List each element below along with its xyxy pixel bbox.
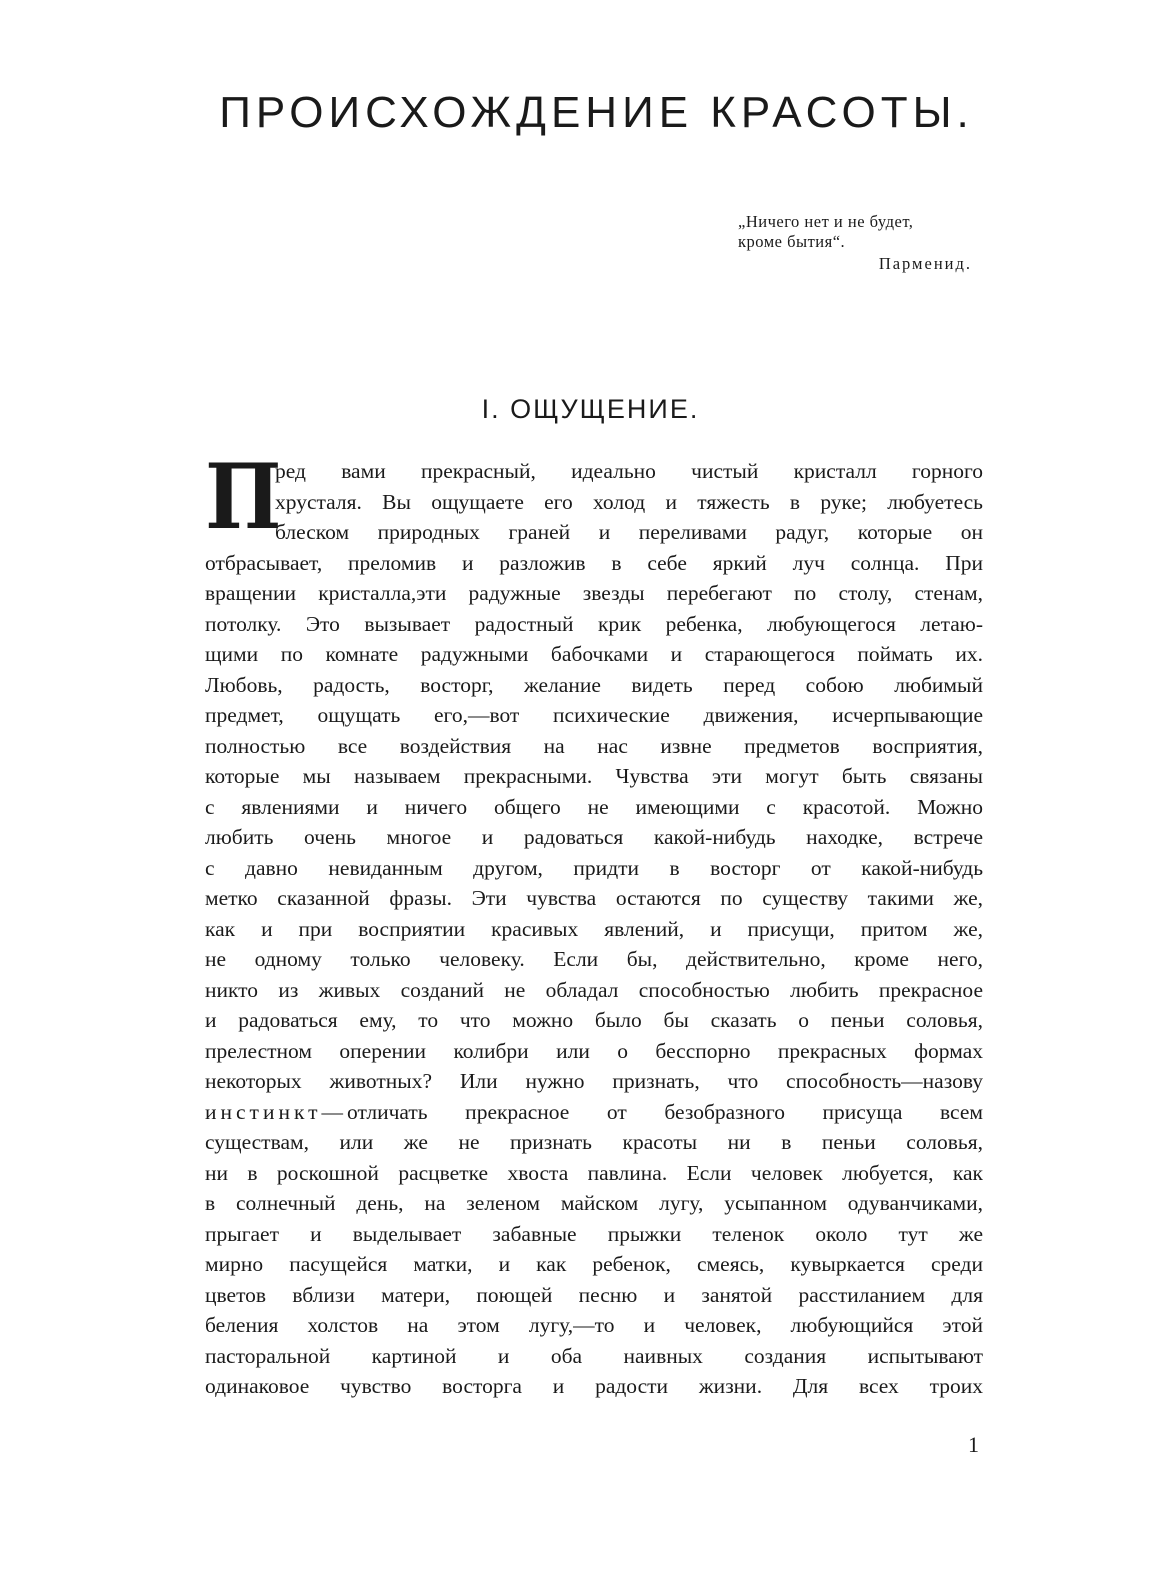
text-line: в солнечный день, на зеленом майском лугу, усыпанном одуванчиками, <box>205 1191 983 1215</box>
text-line: не одному только человеку. Если бы, действительно, кроме него, <box>205 947 983 971</box>
text-line: пасторальной картиной и оба наивных создания испытывают <box>205 1343 983 1368</box>
text-line: вращении кристалла,эти радужные звезды перебегают по столу, стенам, <box>205 581 983 605</box>
text-line: блеском природных граней и переливами радуг, которые он <box>275 520 983 544</box>
text-line: беления холстов на этом лугу,—то и человек, любующийся этой <box>205 1313 983 1337</box>
text-line: ред вами прекрасный, идеально чистый кристалл горного <box>275 459 983 483</box>
page-title: ПРОИСХОЖДЕНИЕ КРАСОТЫ. <box>219 88 974 137</box>
text-line: цветов вблизи матери, поющей песню и занятой расстиланием для <box>205 1282 983 1307</box>
text-line: потолку. Это вызывает радостный крик ребенка, любующегося летаю- <box>205 611 983 636</box>
text-line-rest: отличать прекрасное от безобразного присуща всем <box>347 1099 983 1124</box>
text-line: хрусталя. Вы ощущаете его холод и тяжесть в руке; любуетесь <box>275 489 983 514</box>
text-line: метко сказанной фразы. Эти чувства остаются по существу такими же, <box>205 886 983 910</box>
text-line: полностью все воздействия на нас извне предметов восприятия, <box>205 733 983 758</box>
text-line: любить очень многое и радоваться какой-нибудь находке, встрече <box>205 825 983 849</box>
text-line: как и при восприятии красивых явлений, и присущи, притом же, <box>205 916 983 941</box>
epigraph-line-1: „Ничего нет и не будет, <box>738 212 914 231</box>
text-line: предмет, ощущать его,—вот психические движения, исчерпывающие <box>205 703 983 727</box>
text-line: существам, или же не признать красоты ни в пеньи соловья, <box>205 1130 983 1154</box>
body-text <box>205 444 983 1402</box>
text-line: никто из живых созданий не обладал способностью любить прекрасное <box>205 977 983 1002</box>
epigraph <box>738 212 978 274</box>
text-line <box>205 1097 983 1128</box>
text-line: одинаковое чувство восторга и радости жизни. Для всех троих <box>205 1374 983 1398</box>
text-line: Любовь, радость, восторг, желание видеть перед собою любимый <box>205 672 983 697</box>
text-line: ни в роскошной расцветке хвоста павлина. Если человек любуется, как <box>205 1160 983 1185</box>
text-line: некоторых животных? Или нужно признать, что способность—назову <box>205 1069 983 1093</box>
spaced-word: инстинкт— <box>205 1099 348 1124</box>
text-line: и радоваться ему, то что можно было бы сказать о пеньи соловья, <box>205 1008 983 1032</box>
text-line: с явлениями и ничего общего не имеющими с красотой. Можно <box>205 794 983 819</box>
section-heading: I. ОЩУЩЕНИЕ. <box>481 394 700 424</box>
text-line: прыгает и выделывает забавные прыжки теленок около тут же <box>205 1221 983 1246</box>
text-line: прелестном оперении колибри или о бесспорно прекрасных формах <box>205 1038 983 1063</box>
page-number: 1 <box>968 1432 979 1457</box>
text-line: с давно невиданным другом, придти в восторг от какой-нибудь <box>205 855 983 880</box>
epigraph-author: Парменид. <box>878 254 972 273</box>
drop-cap: П <box>205 444 282 550</box>
text-line: отбрасывает, преломив и разложив в себе яркий луч солнца. При <box>205 550 983 575</box>
text-line: щими по комнате радужными бабочками и старающегося поймать их. <box>205 642 983 666</box>
text-line: которые мы называем прекрасными. Чувства эти могут быть связаны <box>205 764 983 788</box>
text-line: мирно пасущейся матки, и как ребенок, смеясь, кувыркается среди <box>205 1252 983 1276</box>
epigraph-line-2: кроме бытия“. <box>738 232 846 251</box>
